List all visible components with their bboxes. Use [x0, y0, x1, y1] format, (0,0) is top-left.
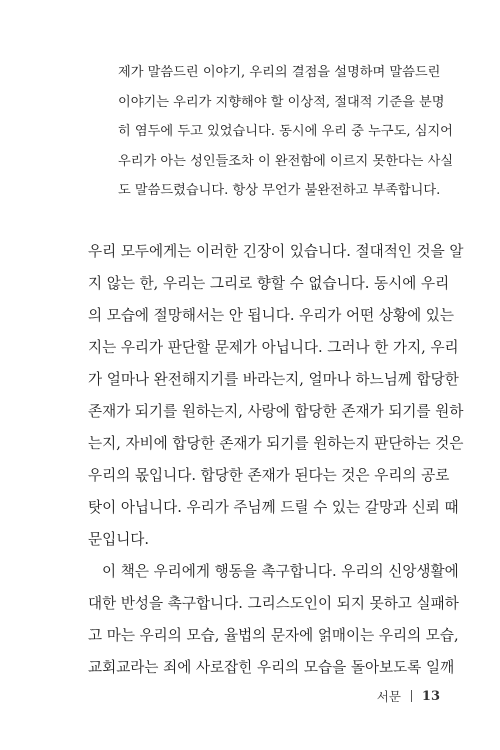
body-text — [88, 236, 464, 684]
quote-line: 이야기는 우리가 지향해야 할 이상적, 절대적 기준을 분명 — [118, 94, 445, 110]
running-head: 서문 — [376, 689, 401, 704]
body-line: 의 모습에 절망해서는 안 됩니다. 우리가 어떤 상황에 있는 — [88, 307, 454, 324]
body-line: 교회교라는 죄에 사로잡힌 우리의 모습을 돌아보도록 일깨 — [88, 659, 455, 676]
quote-line: 도 말씀드렸습니다. 항상 무언가 불완전하고 부족합니다. — [118, 183, 441, 199]
body-line: 는지, 자비에 합당한 존재가 되기를 원하는지 판단하는 것은 — [88, 435, 464, 452]
block-quote — [118, 58, 454, 206]
quote-line: 제가 말씀드린 이야기, 우리의 결점을 설명하며 말씀드린 — [118, 65, 441, 80]
body-line: 문입니다. — [88, 531, 150, 548]
body-line: 이 책은 우리에게 행동을 촉구합니다. 우리의 신앙생활에 — [102, 563, 459, 580]
body-line: 존재가 되기를 원하는지, 사랑에 합당한 존재가 되기를 원하 — [88, 403, 464, 420]
body-line: 고 마는 우리의 모습, 율법의 문자에 얽매이는 우리의 모습, — [88, 627, 459, 644]
body-line: 가 얼마나 완전해지기를 바라는지, 얼마나 하느님께 합당한 — [88, 371, 459, 388]
body-line: 우리 모두에게는 이러한 긴장이 있습니다. 절대적인 것을 알 — [88, 243, 464, 260]
body-line: 지는 우리가 판단할 문제가 아닙니다. 그러나 한 가지, 우리 — [88, 339, 459, 356]
body-line: 탓이 아닙니다. 우리가 주님께 드릴 수 있는 갈망과 신뢰 때 — [88, 499, 459, 516]
paragraph-2 — [88, 556, 459, 684]
page-footer — [377, 687, 440, 705]
body-line: 우리의 몫입니다. 합당한 존재가 된다는 것은 우리의 공로 — [88, 467, 450, 484]
footer-divider — [411, 690, 412, 702]
paragraph-1 — [88, 236, 464, 556]
quote-line: 우리가 아는 성인들조차 이 완전함에 이르지 못한다는 사실 — [118, 153, 454, 169]
body-line: 대한 반성을 촉구합니다. 그리스도인이 되지 못하고 실패하 — [88, 595, 459, 612]
body-line: 지 않는 한, 우리는 그리로 향할 수 없습니다. 동시에 우리 — [88, 275, 450, 292]
quote-line: 히 염두에 두고 있었습니다. 동시에 우리 중 누구도, 심지어 — [118, 124, 453, 140]
page-number: 13 — [421, 688, 440, 704]
